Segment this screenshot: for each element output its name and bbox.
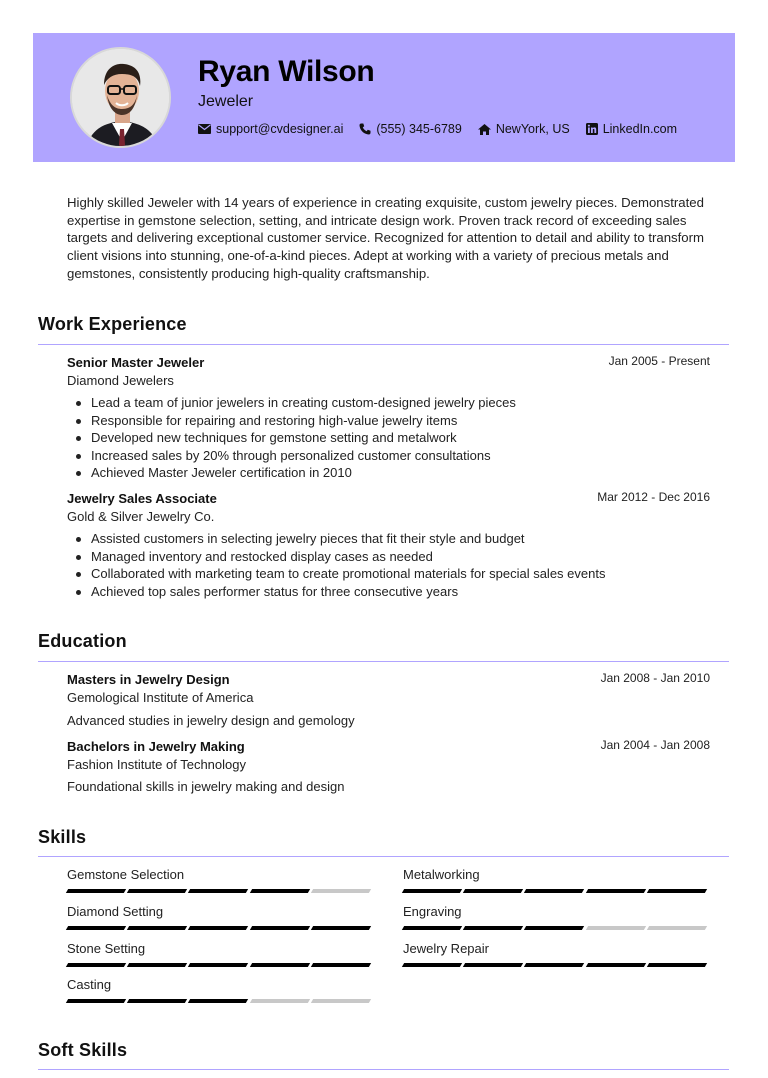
skill-item — [67, 904, 373, 930]
profile-photo — [70, 47, 171, 148]
contact-location — [478, 122, 570, 136]
skill-level-bar — [67, 963, 373, 967]
skill-segment-filled — [647, 889, 707, 893]
skill-item — [67, 977, 373, 1003]
skill-item — [403, 867, 709, 893]
skill-level-bar — [403, 889, 709, 893]
linkedin-text: LinkedIn.com — [602, 122, 678, 136]
skill-segment-filled — [402, 926, 462, 930]
skill-item — [67, 941, 373, 967]
job-company: Gold & Silver Jewelry Co. — [67, 509, 215, 524]
skill-segment-filled — [249, 889, 309, 893]
skill-segment-filled — [66, 889, 126, 893]
skill-name: Diamond Setting — [67, 904, 164, 919]
skill-name: Metalworking — [403, 867, 480, 882]
job-dates: Mar 2012 - Dec 2016 — [597, 490, 710, 504]
section-divider — [38, 856, 729, 857]
skill-level-bar — [67, 889, 373, 893]
linkedin-icon — [586, 123, 598, 135]
skill-segment-filled — [524, 926, 584, 930]
skill-segment-filled — [249, 926, 309, 930]
school-name: Gemological Institute of America — [67, 690, 254, 705]
skill-segment-filled — [463, 963, 523, 967]
skill-segment-filled — [311, 963, 371, 967]
education-description: Foundational skills in jewelry making and design — [67, 779, 345, 794]
location-text: NewYork, US — [495, 122, 570, 136]
home-icon — [478, 124, 491, 135]
skill-level-bar — [403, 926, 709, 930]
skill-segment-filled — [127, 999, 187, 1003]
section-title-soft-skills: Soft Skills — [38, 1040, 128, 1060]
skill-segment-filled — [585, 889, 645, 893]
education-dates: Jan 2004 - Jan 2008 — [600, 738, 710, 752]
list-item: Responsible for repairing and restoring high-value jewelry items — [73, 412, 516, 430]
list-item: Collaborated with marketing team to create promotional materials for special sales events — [73, 565, 605, 583]
skill-segment-filled — [127, 889, 187, 893]
skill-segment-empty — [249, 999, 309, 1003]
skill-segment-filled — [585, 963, 645, 967]
skill-segment-filled — [188, 963, 248, 967]
skill-segment-filled — [127, 926, 187, 930]
skill-segment-filled — [311, 926, 371, 930]
email-text: support@cvdesigner.ai — [216, 122, 344, 136]
skill-level-bar — [67, 999, 373, 1003]
skill-name: Jewelry Repair — [403, 941, 489, 956]
skill-segment-filled — [249, 963, 309, 967]
section-title-education: Education — [38, 631, 127, 651]
skill-item — [403, 904, 709, 930]
education-dates: Jan 2008 - Jan 2010 — [600, 671, 710, 685]
contact-linkedin[interactable] — [586, 122, 677, 136]
skill-segment-filled — [66, 963, 126, 967]
skill-level-bar — [403, 963, 709, 967]
contact-email[interactable] — [198, 122, 343, 136]
skill-segment-empty — [311, 889, 371, 893]
education-description: Advanced studies in jewelry design and gemology — [67, 713, 355, 728]
list-item: Developed new techniques for gemstone setting and metalwork — [73, 429, 516, 447]
section-divider — [38, 344, 729, 345]
job-company: Diamond Jewelers — [67, 373, 174, 388]
contact-info — [198, 122, 693, 136]
skill-segment-filled — [127, 963, 187, 967]
skill-name: Casting — [67, 977, 112, 992]
skill-segment-filled — [66, 999, 126, 1003]
job-dates: Jan 2005 - Present — [608, 354, 710, 368]
skill-name: Engraving — [403, 904, 462, 919]
skill-name: Stone Setting — [67, 941, 146, 956]
skill-segment-filled — [188, 999, 248, 1003]
section-divider — [38, 661, 729, 662]
candidate-title: Jeweler — [198, 93, 254, 110]
degree-title: Bachelors in Jewelry Making — [67, 739, 245, 754]
degree-title: Masters in Jewelry Design — [67, 672, 230, 687]
job-bullets — [73, 394, 516, 482]
job-bullets — [73, 530, 605, 600]
skill-segment-empty — [585, 926, 645, 930]
skill-segment-filled — [188, 926, 248, 930]
skill-name: Gemstone Selection — [67, 867, 185, 882]
skill-level-bar — [67, 926, 373, 930]
envelope-icon — [198, 124, 211, 134]
skill-segment-filled — [188, 889, 248, 893]
list-item: Increased sales by 20% through personalized customer consultations — [73, 447, 516, 465]
professional-summary: Highly skilled Jeweler with 14 years of experience in creating exquisite, custom jewelry pieces. Demonstrated expertise in gemstone selection, setting, and intricate design work. Proven track record of exceeding sales targets and delivering exceptional customer service. Recognized for attention to detail and ability to transform client visions into stunning, one-of-a-kind pieces. Adept at working with a variety of precious metals and gemstones, consistently producing high-quality craftsmanship. — [67, 195, 705, 281]
skill-segment-filled — [402, 889, 462, 893]
phone-icon — [359, 123, 371, 135]
section-title-skills: Skills — [38, 827, 87, 847]
list-item: Assisted customers in selecting jewelry pieces that fit their style and budget — [73, 530, 605, 548]
contact-phone[interactable] — [359, 122, 461, 136]
skill-segment-filled — [647, 963, 707, 967]
list-item: Managed inventory and restocked display cases as needed — [73, 548, 605, 566]
phone-text: (555) 345-6789 — [376, 122, 462, 136]
resume-header — [33, 33, 735, 162]
skill-item — [403, 941, 709, 967]
list-item: Achieved Master Jeweler certification in 2010 — [73, 464, 516, 482]
skill-segment-empty — [647, 926, 707, 930]
job-title: Jewelry Sales Associate — [67, 491, 217, 506]
list-item: Achieved top sales performer status for three consecutive years — [73, 583, 605, 601]
skill-segment-filled — [524, 889, 584, 893]
section-divider — [38, 1069, 729, 1070]
job-title: Senior Master Jeweler — [67, 355, 205, 370]
skill-segment-filled — [66, 926, 126, 930]
skill-segment-filled — [524, 963, 584, 967]
skill-item — [67, 867, 373, 893]
skill-segment-filled — [402, 963, 462, 967]
skill-segment-filled — [463, 926, 523, 930]
school-name: Fashion Institute of Technology — [67, 757, 246, 772]
candidate-name: Ryan Wilson — [198, 55, 375, 88]
skill-segment-empty — [311, 999, 371, 1003]
skill-segment-filled — [463, 889, 523, 893]
section-title-work: Work Experience — [38, 314, 187, 334]
list-item: Lead a team of junior jewelers in creating custom-designed jewelry pieces — [73, 394, 516, 412]
